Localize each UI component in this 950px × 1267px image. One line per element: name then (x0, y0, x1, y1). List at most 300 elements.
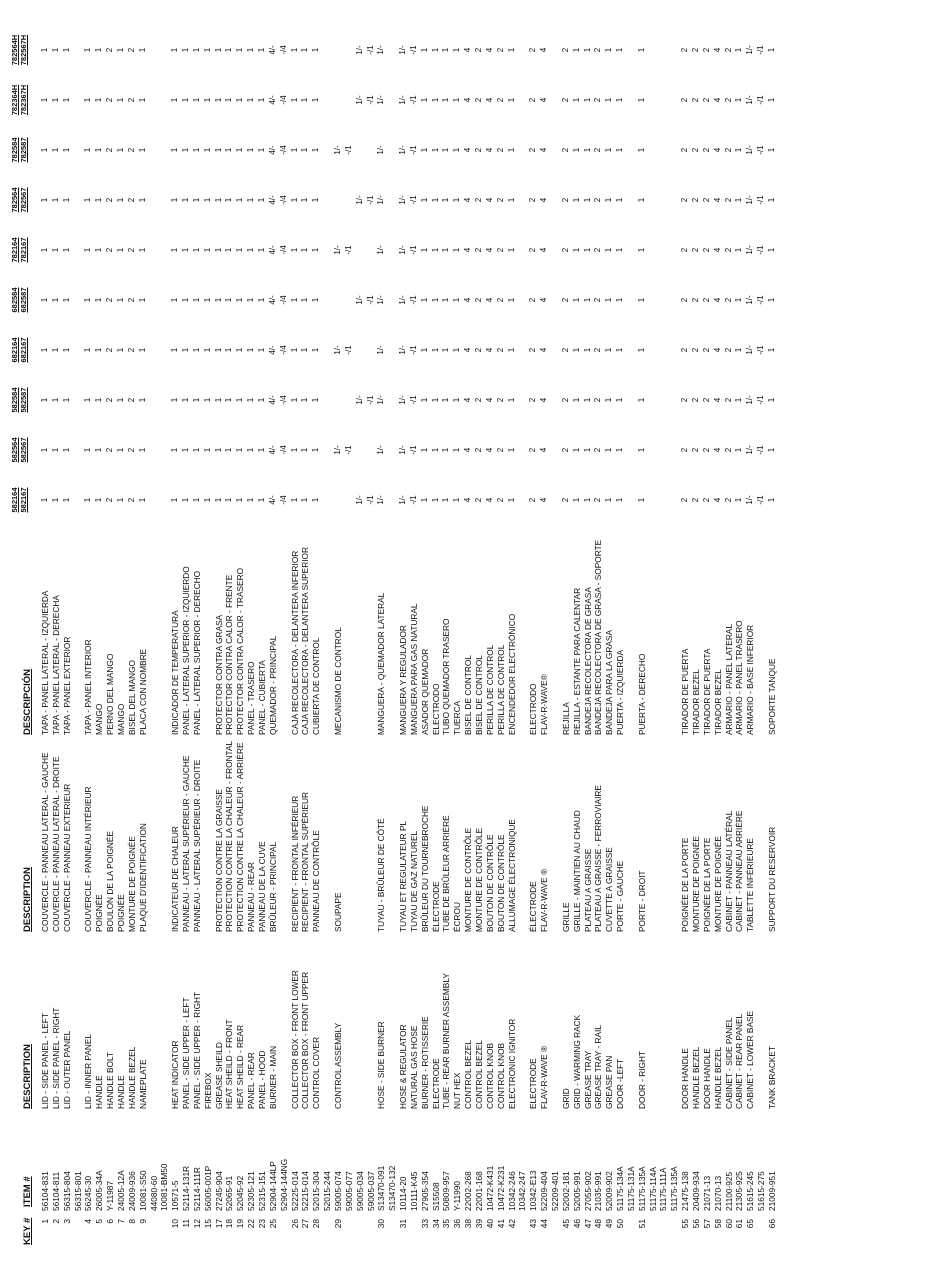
item-number-cell: 50809-957 (441, 1171, 452, 1211)
quantity-cell: 2 (105, 197, 115, 203)
quantity-cell: 1 (734, 47, 744, 53)
table-row (702, 0, 712, 1267)
description-fr-cell: TUBE DE BRÛLEUR ARRIÈRE (441, 815, 452, 932)
quantity-cell: -/1 (408, 395, 418, 405)
quantity-cell: 1 (137, 247, 147, 253)
table-row (485, 0, 495, 1267)
quantity-cell: -/1 (756, 395, 766, 405)
table-row (159, 0, 169, 1267)
quantity-cell: 1 (246, 497, 256, 503)
quantity-cell: 1 (571, 97, 581, 103)
quantity-cell: 1 (582, 297, 592, 303)
table-row (290, 0, 300, 1267)
quantity-cell: 1 (452, 197, 462, 203)
key-cell: 50 (615, 1219, 625, 1229)
quantity-cell: 1 (452, 497, 462, 503)
quantity-cell: 1 (181, 297, 190, 303)
item-number-cell: 51175-135A (669, 1166, 680, 1211)
quantity-cell: 1 (766, 497, 776, 503)
quantity-cell: 1 (734, 447, 744, 453)
item-number-cell: 10472-K431 (484, 1165, 495, 1211)
table-row (756, 0, 766, 1267)
quantity-cell: 1 (636, 147, 646, 153)
quantity-cell: 1/- (745, 345, 755, 355)
quantity-cell: 1 (311, 47, 321, 53)
item-number-cell: 59005-034 (354, 1171, 365, 1211)
quantity-cell: 2 (105, 97, 115, 103)
table-row (170, 0, 180, 1267)
quantity-cell: 1 (213, 297, 223, 303)
item-number-cell: 10571-5 (170, 1180, 181, 1211)
key-cell: 47 (582, 1219, 593, 1229)
quantity-cell: 1/- (376, 495, 386, 505)
quantity-cell: 1 (289, 47, 299, 53)
description-en-cell: GREASE TRAY - RAIL (593, 1025, 604, 1109)
quantity-cell: 1 (300, 97, 310, 103)
description-en-cell: LID - OUTER PANEL (61, 1030, 72, 1109)
quantity-cell: 1 (170, 147, 180, 153)
quantity-cell: 2 (723, 247, 733, 253)
quantity-cell: 1 (191, 247, 201, 253)
quantity-cell: 1 (61, 47, 71, 53)
quantity-cell: 2 (691, 297, 700, 303)
key-cell: 33 (419, 1219, 430, 1229)
quantity-cell: 1 (83, 147, 93, 153)
item-number-cell: 27245-904 (213, 1171, 224, 1211)
quantity-cell: 1/- (376, 295, 386, 305)
item-number-cell: 52065-91 (224, 1175, 235, 1211)
header-description-en: DESCRIPTION (22, 1044, 33, 1109)
quantity-cell: 1 (181, 197, 190, 203)
quantity-cell: 1/- (354, 495, 364, 505)
key-cell: 30 (376, 1219, 387, 1229)
quantity-cell: 1 (116, 97, 125, 103)
quantity-cell: -/4 (278, 195, 288, 205)
item-number-cell: 52005-991 (571, 1171, 582, 1211)
quantity-cell: 1 (61, 97, 71, 103)
quantity-cell: 1/- (745, 245, 755, 255)
quantity-cell: 1 (191, 497, 201, 503)
quantity-cell: 1 (61, 147, 71, 153)
table-row (344, 0, 354, 1267)
table-row (561, 0, 571, 1267)
model-header (10, 33, 28, 67)
model-header (10, 383, 28, 417)
quantity-cell: 2 (474, 197, 483, 203)
quantity-cell: 1 (430, 247, 440, 253)
quantity-cell: 1 (50, 47, 60, 53)
quantity-cell: -/1 (756, 45, 766, 55)
model-number: 782564H (10, 34, 19, 66)
item-number-cell: 51615-245 (745, 1171, 756, 1211)
quantity-cell: 1 (50, 497, 60, 503)
description-es-cell: BISEL DE CONTROL (474, 655, 484, 735)
quantity-cell: 2 (691, 97, 700, 103)
description-en-cell: LID - SIDE PANEL - RIGHT (50, 1007, 61, 1109)
quantity-cell: 2 (126, 247, 136, 253)
quantity-cell: 1 (246, 147, 256, 153)
table-row (376, 0, 386, 1267)
quantity-cell: 2 (701, 397, 711, 403)
description-fr-cell: SOUPAPE (332, 892, 343, 932)
quantity-cell: 1 (615, 147, 624, 153)
item-number-cell: Y-11990 (452, 1181, 463, 1211)
table-row (669, 0, 679, 1267)
quantity-cell: 1 (213, 247, 223, 253)
description-en-cell: NAMEPLATE (137, 1059, 148, 1109)
table-row (572, 0, 582, 1267)
quantity-cell: -/1 (756, 95, 766, 105)
quantity-cell: 1/- (376, 245, 386, 255)
item-number-cell: 52904-144LP (267, 1161, 278, 1211)
description-en-cell: HEAT SHEILD - REAR (235, 1024, 246, 1109)
quantity-cell: 2 (528, 247, 538, 253)
table-row (246, 0, 256, 1267)
key-cell: 41 (495, 1219, 506, 1229)
description-es-cell: QUEMADOR - PRINCIPAL (267, 635, 278, 735)
description-fr-cell: ÉLECTRODE (430, 881, 441, 932)
description-en-cell: PANEL - SIDE UPPER - LEFT (181, 997, 191, 1109)
description-es-cell: TIRADOR BEZEL (691, 669, 701, 735)
quantity-cell: 1/- (745, 95, 755, 105)
quantity-cell: 1 (181, 97, 190, 103)
key-cell: 1 (40, 1219, 50, 1224)
quantity-cell: 1 (766, 247, 776, 253)
description-en-cell: HANDLE BEZEL (126, 1046, 137, 1109)
quantity-cell: 1 (289, 147, 299, 153)
quantity-cell: 4/- (267, 195, 277, 205)
key-cell: 7 (116, 1219, 126, 1224)
table-row (181, 0, 191, 1267)
header-key: KEY # (22, 1217, 33, 1245)
description-fr-cell: TUYAU - BRÛLEUR DE CÔTÉ (376, 818, 387, 932)
quantity-cell: 2 (105, 147, 115, 153)
table-row (387, 0, 397, 1267)
description-es-cell: PERILLA DE CONTROL (484, 644, 495, 735)
quantity-cell: 1 (191, 297, 201, 303)
quantity-cell: 1 (94, 297, 104, 303)
quantity-cell: 1 (213, 447, 223, 453)
item-number-cell: 10111-K45 (408, 1171, 419, 1211)
description-en-cell: CABINET - SIDE PANEL (723, 1017, 734, 1109)
description-fr-cell: BOUTON DE CONTRÔLE (484, 834, 495, 932)
quantity-cell: 2 (528, 397, 538, 403)
quantity-cell: 2 (105, 347, 115, 353)
description-es-cell: CAJA RECOLECTORA - DELANTERA INFERIOR (289, 550, 300, 735)
table-row (550, 0, 560, 1267)
quantity-cell: 4 (539, 197, 549, 203)
item-number-cell: 59005-074 (332, 1171, 343, 1211)
quantity-cell: 2 (723, 47, 733, 53)
model-number: 782164 (10, 237, 19, 263)
quantity-cell: 1 (766, 47, 776, 53)
quantity-cell: 1 (235, 97, 245, 103)
key-cell: 23 (257, 1219, 267, 1229)
model-number: 682587 (19, 287, 28, 313)
description-es-cell: BISEL DEL MANGO (126, 660, 137, 735)
quantity-cell: 1 (170, 247, 180, 253)
quantity-cell: 4 (712, 397, 722, 403)
quantity-cell: 1 (430, 347, 440, 353)
quantity-cell: 1 (615, 47, 624, 53)
description-en-cell: CABINET - LOWER BASE (745, 1010, 756, 1109)
table-row (713, 0, 723, 1267)
quantity-cell: 1 (137, 197, 147, 203)
description-fr-cell: POIGNÉE DE LA PORTE (701, 837, 712, 932)
quantity-cell: 2 (593, 247, 603, 253)
quantity-cell: 1 (604, 147, 614, 153)
quantity-cell: 1 (615, 347, 624, 353)
description-es-cell: REJILLA - ESTANTE PARA CALENTAR (571, 587, 582, 735)
quantity-cell: 2 (528, 297, 538, 303)
description-es-cell: TIRADOR DE PUERTA (680, 648, 691, 735)
key-cell: 31 (398, 1219, 409, 1229)
table-row (257, 0, 267, 1267)
quantity-cell: 2 (680, 247, 690, 253)
quantity-cell: 1 (202, 497, 212, 503)
quantity-cell: 1 (419, 147, 429, 153)
quantity-cell: 1 (202, 397, 212, 403)
quantity-cell: 4 (539, 247, 549, 253)
description-fr-cell: MONTURE DE POIGNÉE (712, 836, 723, 932)
description-en-cell: CONTROL COVER (311, 1036, 322, 1109)
quantity-cell: 1 (289, 197, 299, 203)
quantity-cell: -/1 (408, 195, 418, 205)
description-fr-cell: CABINET - PANNEAU ARRIÈRE (734, 810, 745, 932)
item-number-cell: 52215-014 (300, 1171, 311, 1211)
description-en-cell: BURNER - ROTISSERIE (419, 1016, 430, 1109)
item-number-cell: 21071-13 (701, 1175, 712, 1211)
quantity-cell: 2 (126, 97, 136, 103)
item-number-cell: 21475-138 (680, 1171, 691, 1211)
quantity-cell: 1 (311, 447, 321, 453)
quantity-cell: 1 (257, 347, 266, 353)
quantity-cell: 1 (170, 347, 180, 353)
quantity-cell: 1 (571, 347, 581, 353)
description-en-cell: GRID (560, 1088, 571, 1109)
quantity-cell: 1 (506, 447, 516, 453)
description-es-cell: ARMARIO - PANEL LATERAL (723, 624, 734, 735)
item-number-cell: 27055-902 (582, 1171, 593, 1211)
description-es-cell: BISEL DE CONTROL (463, 655, 474, 735)
quantity-cell: 1 (202, 447, 212, 453)
key-cell: 34 (430, 1219, 441, 1229)
quantity-cell: 1 (50, 97, 60, 103)
quantity-cell: 2 (593, 147, 603, 153)
quantity-cell: 1 (83, 497, 93, 503)
header-item: ITEM # (22, 1176, 33, 1207)
item-number-cell: 52315-151 (257, 1171, 267, 1211)
quantity-cell: 2 (691, 197, 700, 203)
quantity-cell: 1 (615, 97, 624, 103)
quantity-cell: 1 (734, 97, 744, 103)
quantity-cell: 2 (474, 147, 483, 153)
quantity-cell: 1 (202, 297, 212, 303)
quantity-cell: 2 (723, 97, 733, 103)
key-cell: 46 (571, 1219, 582, 1229)
quantity-cell: 4 (463, 347, 473, 353)
quantity-cell: -/1 (365, 95, 375, 105)
quantity-cell: 1 (94, 147, 104, 153)
quantity-cell: 1 (300, 197, 310, 203)
quantity-cell: 1 (506, 347, 516, 353)
description-en-cell: DOOR HANDLE (680, 1048, 691, 1109)
quantity-cell: 2 (528, 497, 538, 503)
quantity-cell: 1 (452, 447, 462, 453)
quantity-cell: 4 (712, 247, 722, 253)
quantity-cell: 2 (680, 497, 690, 503)
quantity-cell: 1 (116, 197, 125, 203)
quantity-cell: 1 (61, 397, 71, 403)
quantity-cell: -/1 (756, 145, 766, 155)
quantity-cell: -/1 (343, 445, 353, 455)
description-en-cell: HANDLE BEZEL (691, 1046, 701, 1109)
model-header (10, 333, 28, 367)
key-cell: 49 (604, 1219, 615, 1229)
quantity-cell: 1 (311, 97, 321, 103)
quantity-cell: 2 (528, 447, 538, 453)
quantity-cell: 2 (723, 297, 733, 303)
description-fr-cell: PANNEAU - LATERAL SUPÉRIEUR - GAUCHE (181, 755, 191, 932)
quantity-cell: 1 (615, 497, 624, 503)
quantity-cell: 2 (474, 47, 483, 53)
quantity-cell: 1 (235, 197, 245, 203)
item-number-cell: 21070-13 (712, 1175, 723, 1211)
item-number-cell: 10472-K231 (495, 1165, 506, 1211)
quantity-cell: 4 (539, 347, 549, 353)
quantity-cell: 1 (137, 47, 147, 53)
quantity-cell: 2 (528, 197, 538, 203)
quantity-cell: 1 (506, 397, 516, 403)
quantity-cell: 2 (691, 447, 700, 453)
item-number-cell: 24009-936 (126, 1171, 137, 1211)
quantity-cell: 1 (181, 497, 190, 503)
quantity-cell: 2 (723, 397, 733, 403)
quantity-cell: 4 (484, 447, 494, 453)
key-cell: 65 (745, 1219, 756, 1229)
description-es-cell: BANDEJA RECOLECTORA DE GRASA - SOPORTE (593, 539, 604, 735)
key-cell: 22 (246, 1219, 257, 1229)
table-row (441, 0, 451, 1267)
quantity-cell: 1 (50, 197, 60, 203)
quantity-cell: 1 (40, 447, 49, 453)
quantity-cell: 4 (484, 397, 494, 403)
key-cell: 44 (539, 1219, 550, 1229)
quantity-cell: 1 (246, 397, 256, 403)
table-row (398, 0, 408, 1267)
key-cell: 51 (636, 1219, 647, 1229)
quantity-cell: 1 (191, 397, 201, 403)
table-row (40, 0, 50, 1267)
item-number-cell: 21305-925 (734, 1171, 745, 1211)
quantity-cell: 2 (680, 297, 690, 303)
key-cell: 11 (181, 1219, 191, 1228)
quantity-cell: 1 (419, 297, 429, 303)
table-row (517, 0, 527, 1267)
item-number-cell: 10342-246 (506, 1171, 517, 1211)
quantity-cell: 1/- (354, 295, 364, 305)
quantity-cell: 4 (484, 497, 494, 503)
description-fr-cell: GRILLE (560, 902, 571, 932)
item-number-cell: 52002-181 (560, 1171, 571, 1211)
quantity-cell: 1 (300, 247, 310, 253)
quantity-cell: 1 (636, 297, 646, 303)
quantity-cell: 1 (441, 347, 451, 353)
quantity-cell: 1 (441, 97, 451, 103)
key-cell: 58 (712, 1219, 723, 1229)
key-cell: 56 (691, 1219, 701, 1229)
description-fr-cell: PANNEAU - REAR (246, 862, 257, 932)
quantity-cell: 1 (441, 447, 451, 453)
description-fr-cell: POIGNÉE (116, 894, 126, 932)
quantity-cell: 4 (539, 97, 549, 103)
description-en-cell: ELECTRONIC IGNITOR (506, 1018, 517, 1109)
quantity-cell: 1 (61, 247, 71, 253)
quantity-cell: 1 (83, 197, 93, 203)
quantity-cell: 2 (701, 247, 711, 253)
quantity-cell: 1/- (332, 445, 342, 455)
quantity-cell: 1 (246, 247, 256, 253)
item-number-cell: 52015-244 (322, 1171, 333, 1211)
table-row (333, 0, 343, 1267)
table-row (745, 0, 755, 1267)
quantity-cell: 1/- (745, 395, 755, 405)
item-number-cell: 59005-077 (343, 1171, 354, 1211)
description-es-cell: PLACA CON NOMBRE (137, 648, 148, 735)
table-row (203, 0, 213, 1267)
item-number-cell: 21035-991 (593, 1171, 604, 1211)
quantity-cell: 1 (61, 197, 71, 203)
quantity-cell: 4 (484, 97, 494, 103)
quantity-cell: 1 (83, 97, 93, 103)
quantity-cell: -/1 (365, 295, 375, 305)
description-en-cell: HEAT INDICATOR (170, 1040, 181, 1109)
quantity-cell: 2 (474, 347, 483, 353)
quantity-cell: 2 (723, 147, 733, 153)
quantity-cell: 1 (181, 247, 190, 253)
quantity-cell: 1 (170, 47, 180, 53)
quantity-cell: -/1 (343, 245, 353, 255)
quantity-cell: 2 (495, 47, 505, 53)
quantity-cell: 1 (116, 397, 125, 403)
quantity-cell: 4/- (267, 345, 277, 355)
description-en-cell: ELECTRODE (430, 1058, 441, 1109)
quantity-cell: 2 (474, 497, 483, 503)
quantity-cell: 4 (463, 197, 473, 203)
quantity-cell: 1 (257, 97, 266, 103)
table-row (539, 0, 549, 1267)
quantity-cell: 1/- (376, 145, 386, 155)
table-row (767, 0, 777, 1267)
quantity-cell: 2 (474, 447, 483, 453)
quantity-cell: 1 (430, 297, 440, 303)
description-en-cell: FIREBOX (202, 1072, 213, 1109)
quantity-cell: 1 (61, 447, 71, 453)
quantity-cell: 1/- (745, 295, 755, 305)
quantity-cell: 2 (126, 347, 136, 353)
description-fr-cell: ALLUMAGE ÉLECTRONIQUE (506, 819, 517, 932)
item-number-cell: 59005-037 (365, 1171, 376, 1211)
quantity-cell: 1 (300, 297, 310, 303)
quantity-cell: 1 (94, 497, 104, 503)
quantity-cell: 2 (560, 47, 570, 53)
quantity-cell: 2 (528, 347, 538, 353)
table-row (658, 0, 668, 1267)
quantity-cell: 1 (419, 197, 429, 203)
quantity-cell: 1/- (376, 45, 386, 55)
quantity-cell: 1 (636, 247, 646, 253)
quantity-cell: 1 (430, 97, 440, 103)
